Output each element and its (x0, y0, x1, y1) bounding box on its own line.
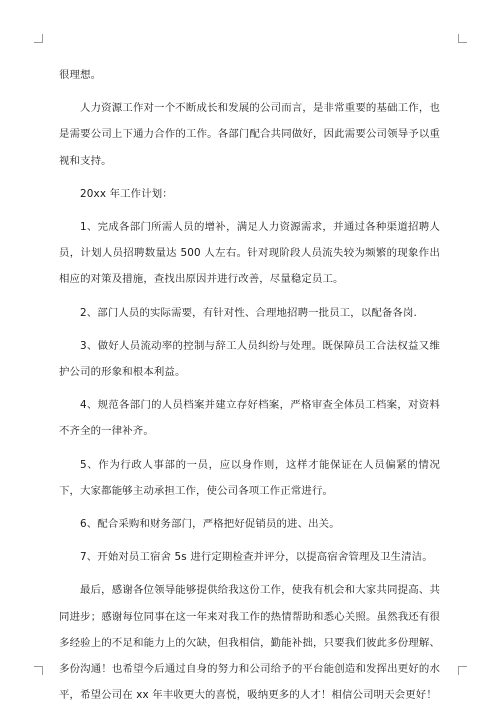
paragraph-plan-item-6: 6、配合采购和财务部门，严格把好促销员的进、出关。 (80, 518, 340, 531)
paragraph-closing: 最后，感谢各位领导能够提供给我这份工作，使我有机会和大家共同提高、共同进步；感谢每位同事在这一年来对我工作的热情帮助和悉心关照。虽然我还有很多经验上的不足和能力上的欠缺，但我相信，勤能补拙，只要我们彼此多份理解、多份沟通！也希望今后通过自身的努力和公司给予的平台能创造和发挥出更好的水平，希望公司在 xx 年丰收更大的喜悦，吸纳更多的人才！相信公司明天会更好！ (59, 584, 440, 702)
paragraph-2: 人力资源工作对一个不断成长和发展的公司而言，是非常重要的基础工作，也是需要公司上下通力合作的工作。各部门配合共同做好，因此需要公司领导予以重视和支持。 (59, 102, 440, 167)
crop-mark-bottom-left (34, 666, 43, 675)
paragraph-plan-heading: 20xx 年工作计划： (80, 187, 173, 200)
document-body (59, 62, 440, 715)
paragraph-plan-item-1: 1、完成各部门所需人员的增补，满足人力资源需求，并通过各种渠道招聘人员，计划人员招聘数量达 500 人左右。针对现阶段人员流失较为频繁的现象作出相应的对策及措施，查找出原因并进行改善，尽量稳定员工。 (59, 221, 440, 286)
paragraph-plan-item-3: 3、做好人员流动率的控制与辞工人员纠纷与处理。既保障员工合法权益又维护公司的形象和根本利益。 (59, 339, 440, 379)
paragraph-1: 很理想。 (59, 69, 102, 81)
crop-mark-top-left (34, 34, 43, 43)
paragraph-plan-item-2: 2、部门人员的实际需要，有针对性、合理地招聘一批员工，以配备各岗. (80, 306, 417, 319)
crop-mark-bottom-right (458, 666, 467, 675)
crop-mark-top-right (458, 34, 467, 43)
paragraph-plan-item-7: 7、开始对员工宿舍 5s 进行定期检查并评分，以提高宿舍管理及卫生清洁。 (80, 551, 433, 564)
paragraph-plan-item-5: 5、作为行政人事部的一员，应以身作则，这样才能保证在人员偏紧的情况下，大家都能够主动承担工作，使公司各项工作正常进行。 (59, 458, 440, 497)
paragraph-plan-item-4: 4、规范各部门的人员档案并建立存好档案，严格审查全体员工档案，对资料不齐全的一律补齐。 (59, 399, 440, 438)
